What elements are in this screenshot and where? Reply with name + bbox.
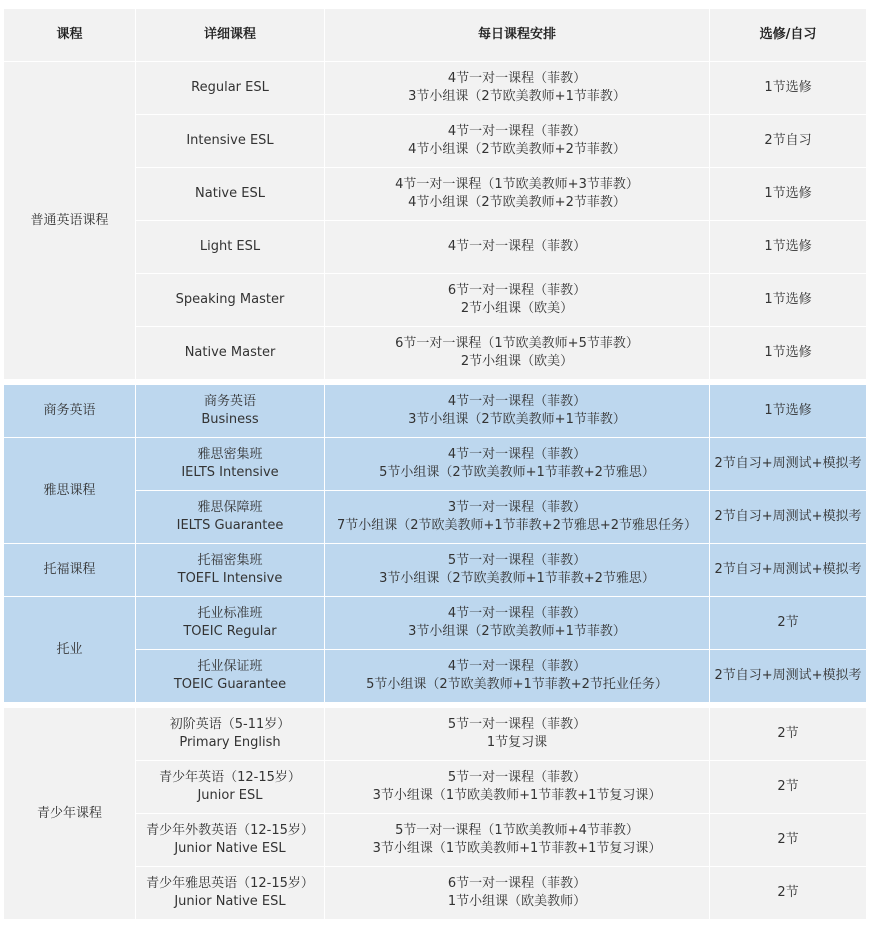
table-row <box>4 62 866 115</box>
elective-cell: 1节选修 <box>710 168 866 221</box>
group-junior: 青少年课程 <box>4 708 136 920</box>
schedule-cell: 4节一对一课程（菲教） 3节小组课（2节欧美教师+1节菲教） <box>325 385 710 438</box>
elective-cell: 2节自习 <box>710 115 866 168</box>
table-row <box>4 597 866 650</box>
course-schedule-table <box>4 9 866 920</box>
schedule-cell: 5节一对一课程（菲教） 1节复习课 <box>325 708 710 761</box>
schedule-cell: 6节一对一课程（菲教） 1节小组课（欧美教师） <box>325 867 710 920</box>
detail-cell: 雅思保障班 IELTS Guarantee <box>136 491 325 544</box>
schedule-table-container <box>4 9 866 920</box>
detail-cell: 托业保证班 TOEIC Guarantee <box>136 650 325 703</box>
detail-cell: 商务英语 Business <box>136 385 325 438</box>
detail-cell: Regular ESL <box>136 62 325 115</box>
schedule-cell: 4节一对一课程（菲教） 5节小组课（2节欧美教师+1节菲教+2节雅思） <box>325 438 710 491</box>
detail-cell: 青少年雅思英语（12-15岁） Junior Native ESL <box>136 867 325 920</box>
elective-cell: 1节选修 <box>710 274 866 327</box>
header-elective: 选修/自习 <box>710 9 866 62</box>
elective-cell: 1节选修 <box>710 327 866 380</box>
header-detail: 详细课程 <box>136 9 325 62</box>
elective-cell: 2节 <box>710 597 866 650</box>
schedule-cell: 4节一对一课程（菲教） 3节小组课（2节欧美教师+1节菲教） <box>325 597 710 650</box>
elective-cell: 2节 <box>710 814 866 867</box>
header-schedule: 每日课程安排 <box>325 9 710 62</box>
group-toeic: 托业 <box>4 597 136 703</box>
table-row <box>4 385 866 438</box>
group-business: 商务英语 <box>4 385 136 438</box>
schedule-cell: 4节一对一课程（菲教） <box>325 221 710 274</box>
elective-cell: 1节选修 <box>710 385 866 438</box>
elective-cell: 2节 <box>710 708 866 761</box>
detail-cell: Native ESL <box>136 168 325 221</box>
detail-cell: 雅思密集班 IELTS Intensive <box>136 438 325 491</box>
detail-cell: 初阶英语（5-11岁） Primary English <box>136 708 325 761</box>
detail-cell: Intensive ESL <box>136 115 325 168</box>
schedule-cell: 4节一对一课程（菲教） 5节小组课（2节欧美教师+1节菲教+2节托业任务） <box>325 650 710 703</box>
schedule-cell: 6节一对一课程（1节欧美教师+5节菲教） 2节小组课（欧美） <box>325 327 710 380</box>
group-general: 普通英语课程 <box>4 62 136 380</box>
elective-cell: 2节 <box>710 867 866 920</box>
detail-cell: 青少年英语（12-15岁） Junior ESL <box>136 761 325 814</box>
schedule-cell: 4节一对一课程（1节欧美教师+3节菲教） 4节小组课（2节欧美教师+2节菲教） <box>325 168 710 221</box>
elective-cell: 2节自习+周测试+模拟考 <box>710 650 866 703</box>
elective-cell: 1节选修 <box>710 62 866 115</box>
elective-cell: 2节自习+周测试+模拟考 <box>710 544 866 597</box>
detail-cell: Native Master <box>136 327 325 380</box>
detail-cell: Speaking Master <box>136 274 325 327</box>
schedule-cell: 5节一对一课程（菲教） 3节小组课（1节欧美教师+1节菲教+1节复习课） <box>325 761 710 814</box>
elective-cell: 2节自习+周测试+模拟考 <box>710 491 866 544</box>
group-toefl: 托福课程 <box>4 544 136 597</box>
header-course: 课程 <box>4 9 136 62</box>
schedule-cell: 5节一对一课程（菲教） 3节小组课（2节欧美教师+1节菲教+2节雅思） <box>325 544 710 597</box>
table-row <box>4 708 866 761</box>
schedule-cell: 3节一对一课程（菲教） 7节小组课（2节欧美教师+1节菲教+2节雅思+2节雅思任务） <box>325 491 710 544</box>
elective-cell: 2节自习+周测试+模拟考 <box>710 438 866 491</box>
table-row <box>4 438 866 491</box>
detail-cell: 青少年外教英语（12-15岁） Junior Native ESL <box>136 814 325 867</box>
schedule-cell: 6节一对一课程（菲教） 2节小组课（欧美） <box>325 274 710 327</box>
detail-cell: 托业标准班 TOEIC Regular <box>136 597 325 650</box>
detail-cell: 托福密集班 TOEFL Intensive <box>136 544 325 597</box>
header-row <box>4 9 866 62</box>
elective-cell: 2节 <box>710 761 866 814</box>
detail-cell: Light ESL <box>136 221 325 274</box>
table-row <box>4 544 866 597</box>
schedule-cell: 5节一对一课程（1节欧美教师+4节菲教） 3节小组课（1节欧美教师+1节菲教+1节复习课） <box>325 814 710 867</box>
schedule-cell: 4节一对一课程（菲教） 3节小组课（2节欧美教师+1节菲教） <box>325 62 710 115</box>
schedule-cell: 4节一对一课程（菲教） 4节小组课（2节欧美教师+2节菲教） <box>325 115 710 168</box>
group-ielts: 雅思课程 <box>4 438 136 544</box>
elective-cell: 1节选修 <box>710 221 866 274</box>
